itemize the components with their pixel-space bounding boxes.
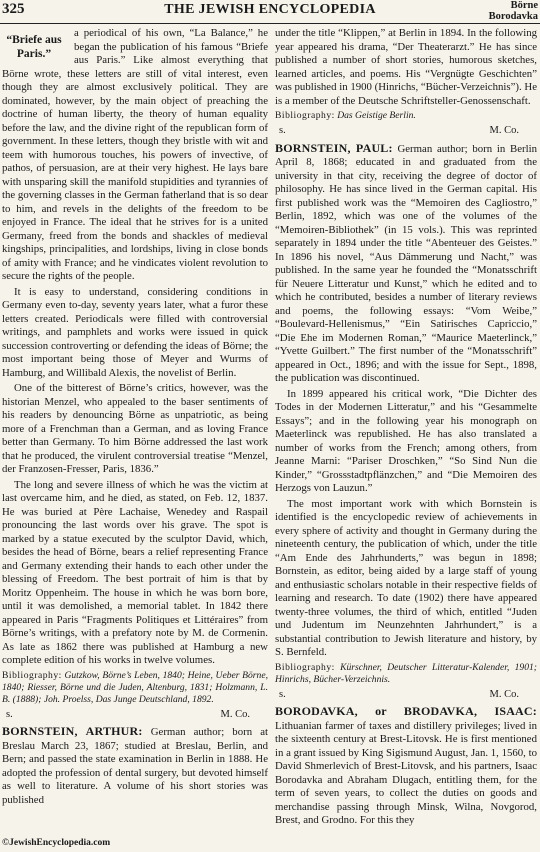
left-paragraph-1: “Briefe aus Paris.” a periodical of his own, “La Balance,” he began the publication of his famous “Briefe aus Paris.” Like almost everything that Börne wrote, these letters are still of vital interest, even though they are almost exclusively political. They are dominated, however, by the main object of preaching the doctrine of human liberty, the theory of human equality before the law, and the divine right of the republican form of government. In these letters, though they bristle with wit and teem with humorous touches, his powers of invective, of pathos, of persuasion, are at their very highest. He lays bare with unsparing skill the manifold stupidities and tyrannies of the governing classes in the German fatherland that is so dear to him, and revels in the delights of the freedom to be enjoyed in France. The ideal that he strives for is a united Germany, freed from the bonds and shackles of medieval kingships, principalities, and lordships, living in close bonds of amity with France; and he vindicates violent revolution to secure the rights of the people. <box>2 27 268 282</box>
entry-heading: BORODAVKA, or BRODAVKA, ISAAC: <box>275 704 537 718</box>
entry-bornstein-arthur: BORNSTEIN, ARTHUR: German author; born at Breslau March 23, 1867; studied at Breslau, Berlin, and Bern; and passed the state examination in Berlin in 1888. He adopted the profession of dental surgery, but devoted himself as well to literature. A volume of his short stories was published <box>2 724 268 806</box>
running-head <box>489 0 538 22</box>
entry-heading: BORNSTEIN, ARTHUR: <box>2 724 143 738</box>
running-head-line2: Borodavka <box>488 11 538 22</box>
right-column <box>275 27 537 830</box>
entry-heading: BORNSTEIN, PAUL: <box>275 140 393 155</box>
signature-borne: s. M. Co. <box>6 708 250 720</box>
left-column <box>2 27 268 809</box>
side-heading: “Briefe aus Paris.” <box>6 34 62 60</box>
right-paragraph-3: The most important work with which Bornstein is identified is the encyclopedic review of achievements in every sphere of activity and thought in Germany during the nineteenth century, the publication of which, under the title “Am Ende des Jahrhunderts,” was begun in 1898; Bornstein, as editor, being aided by a large staff of young and enthusiastic scholars notable in their respective fields of learning and research. To date (1902) there have appeared twenty-three volumes, the third of which, entitled “Juden und Judentum im Neunzehnten Jahrhundert,” is a substantial contribution to Jewish literature and history, by S. Bernfeld. <box>275 497 537 658</box>
header-rule <box>0 23 540 24</box>
right-paragraph-1: under the title “Klippen,” at Berlin in 1894. In the following year appeared his drama, “Der Theaterarzt.” He has since published a number of short stories, humorous sketches, learned articles, and poems. His “Vergnügte Geschichten” was published in 1900 (Hinrichs, “Bücher-Verzeichnis”). He is a member of the Deutsche Schriftsteller-Genossenschaft. <box>275 27 537 107</box>
copyright-footer: ©JewishEncyclopedia.com <box>2 838 111 848</box>
running-head-line1: Börne <box>510 0 538 11</box>
signature-arthur: s. M. Co. <box>279 125 519 136</box>
left-paragraph-3: One of the bitterest of Börne’s critics, however, was the historian Menzel, who appealed to the baser sentiments of his readers by denouncing Börne as unpatriotic, as being more of a Frenchman than a German, and as loving France better than Germany. To him Börne addressed the last work that he produced, the virulent controversial treatise “Menzel, der Franzosen-Fresser, Paris, 1836.” <box>2 382 268 475</box>
bibliography-borne: Bibliography: Gutzkow, Börne’s Leben, 1840; Heine, Ueber Börne, 1840; Riesser, Börne und die Juden, Altenburg, 1831; Holzmann, L. B. (1888); Joh. Proelss, Das Junge Deutschland, 1892. <box>2 669 268 705</box>
left-paragraph-2: It is easy to understand, considering conditions in Germany even to-day, seventy years later, what a furor these letters created. Periodicals were filled with controversial writings, and pamphlets and works were issued in quick succession controverting or defending the ideas of Börne; the most important being those of Meyer and Wurms of Hamburg, and Willibald Alexis, the novelist of Berlin. <box>2 285 268 379</box>
page-header <box>0 0 540 22</box>
right-paragraph-2: In 1899 appeared his critical work, “Die Dichter des Todes in der Modernen Litteratur,” and his “Gesammelte Essays”; and in the following year his monograph on Maeterlinck was republished. He has also translated a number of works from the French; among others, from Jeanne Marni: “Pariser Droschken,” “So Sind Nun die Kinder,” “Grossstadtpflänzchen,” and “Die Memoiren des Herzogs von Lauzun.” <box>275 387 537 494</box>
signature-paul: s. M. Co. <box>279 688 519 700</box>
entry-borodavka: BORODAVKA, or BRODAVKA, ISAAC: Lithuanian farmer of taxes and distillery privileges; lived in the sixteenth century at Brest-Litovsk. He is first mentioned in a grant issued by King Sigismund August, Jan. 1, 1560, to David Shmerlevich of Brest-Litovsk, and his partners, Isaac Borodavka and Abraham Dlugach, entitling them, for the term of seven years, to collect the duties on goods and merchandise passing through Minsk, Wilna, Novgorod, Brest, and Grodno. For this they <box>275 704 537 826</box>
journal-title: THE JEWISH ENCYCLOPEDIA <box>164 2 376 17</box>
bibliography-paul: Bibliography: Kürschner, Deutscher Litteratur-Kalender, 1901; Hinrichs, Bücher-Verzeichnis. <box>275 661 537 685</box>
left-paragraph-4: The long and severe illness of which he was the victim at last overcame him, and he died, as stated, on Feb. 12, 1837. He was buried at Père Lachaise, Wenedey and Raspail pronouncing the last words over his grave. The spot is marked by a statue executed by the sculptor David, which, besides the head of Börne, bears a relief representing France and Germany extending their hands to each other under the blessing of Freedom. The best portrait of him is that by Moritz Oppenheim. The house in which he was born bore, until it was demolished, a memorial tablet. In 1842 there appeared in Paris “Fragments Politiques et Littéraires” from Börne’s writings, with a prefatory note by M. de Cormenin. As late as 1862 there was published at Hamburg a new complete edition of his works in twelve volumes. <box>2 478 268 666</box>
entry-bornstein-paul: BORNSTEIN, PAUL: German author; born in Berlin April 8, 1868; educated in and graduated from the university in that city, receiving the degree of doctor of philosophy. He has since lived in the German capital. His first published work was the “Memoiren des Cagliostro,” Berlin, 1892, which was one of the volumes of the “Memoiren-Bibliothek” (in 15 vols.). This was reprinted separately in 1894 under the title “Abenteuer des Geistes.” In 1896 his novel, “Aus Dämmerung und Nacht,” was published. In the same year he founded the “Monatsschrift für Neuere Litteratur und Kunst,” which he edited and to which he contributed, besides a number of literary reviews and poems, the following essays: “Vom Weibe,” “Boulevard-Hellenismus,” “Ein Satirisches Capriccio,” “Die Ehe im Modernen Roman,” “Maurice Maeterlinck,” “Yvette Guilbert.” The first number of the “Monatsschrift” appeared in Oct., 1896; and with the issue for Sept., 1898, the publication was discontinued. <box>275 140 537 384</box>
page-number: 325 <box>2 1 25 17</box>
bibliography-arthur: Bibliography: Das Geistige Berlin. <box>275 110 416 121</box>
